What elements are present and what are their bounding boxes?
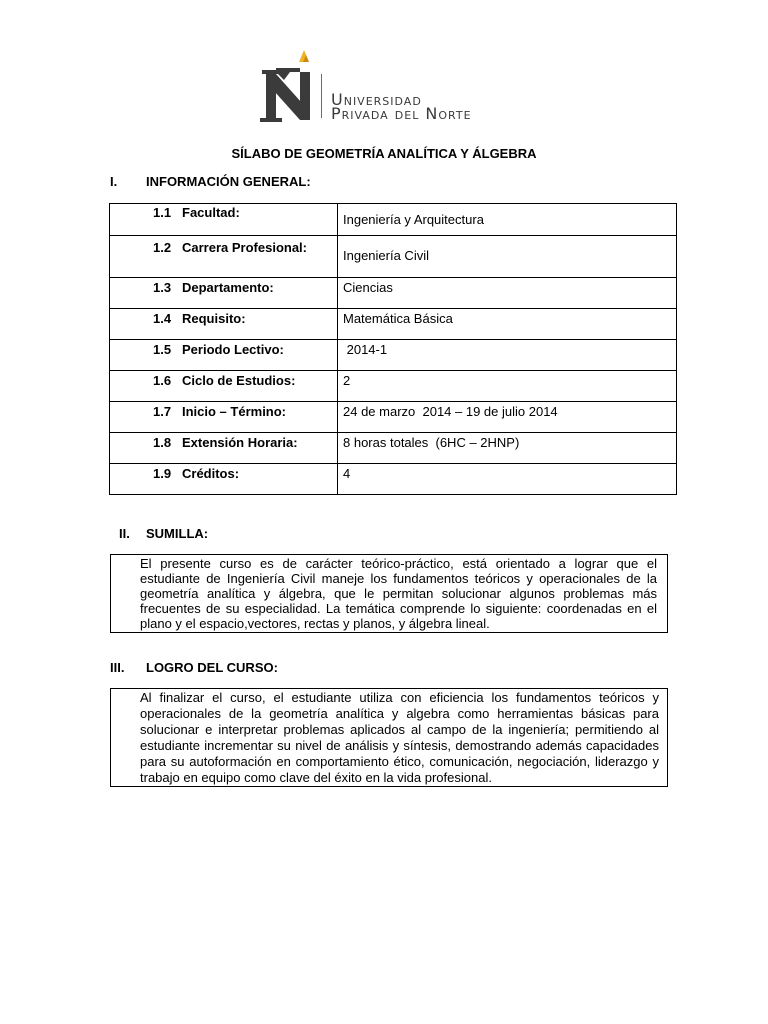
info-row-number: 1.1	[153, 205, 172, 220]
sumilla-text: El presente curso es de carácter teórico-práctico, está orientado a lograr que el estudiante de Ingeniería Civil maneje los fundamentos teóricos y operacionales de la geometría analítica y álgebra, que le permitan solucionar algunos problemas más frecuentes de su especialidad. La temática comprende lo siguiente: coordenadas en el plano y el espacio,vectores, rectas y planos, y álgebra lineal.	[140, 556, 657, 631]
section-3-heading	[110, 660, 278, 675]
info-row	[110, 204, 677, 236]
section-2-number: II.	[119, 526, 130, 541]
info-row	[110, 464, 677, 495]
info-row-label-cell	[110, 340, 338, 371]
section-1-title: INFORMACIÓN GENERAL:	[146, 174, 311, 189]
info-row-value: Matemática Básica	[338, 309, 677, 340]
logro-text: Al finalizar el curso, el estudiante utiliza con eficiencia los fundamentos teóricos y operacionales de la geometría analítica y algebra como herramientas básicas para solucionar e interpretar problemas aplicados al campo de la ingeniería; permitiendo al estudiante incrementar su nivel de análisis y síntesis, demostrando además capacidades para su autoformación en comportamiento ético, comunicación, negociación, liderazgo y trabajo en equipo como clave del éxito en la vida profesional.	[140, 690, 659, 785]
info-row	[110, 236, 677, 278]
info-row	[110, 278, 677, 309]
info-row-value: 2014-1	[338, 340, 677, 371]
info-row-value: Ciencias	[338, 278, 677, 309]
info-row-label-cell	[110, 402, 338, 433]
info-row-value: Ingeniería y Arquitectura	[338, 204, 677, 236]
logro-box	[110, 688, 668, 787]
info-row-number: 1.2	[153, 240, 172, 255]
info-row	[110, 309, 677, 340]
info-row-label: Facultad:	[182, 205, 240, 220]
section-1-number: I.	[110, 174, 118, 189]
info-row-number: 1.8	[153, 435, 172, 450]
info-row-label-cell	[110, 204, 338, 236]
general-info-table	[109, 203, 677, 495]
info-row-value: 8 horas totales (6HC – 2HNP)	[338, 433, 677, 464]
info-row-value: 24 de marzo 2014 – 19 de julio 2014	[338, 402, 677, 433]
info-row-label-cell	[110, 309, 338, 340]
info-row-label-cell	[110, 236, 338, 278]
info-row	[110, 371, 677, 402]
info-row-value: 4	[338, 464, 677, 495]
document-title: SÍLABO DE GEOMETRÍA ANALÍTICA Y ÁLGEBRA	[231, 146, 537, 161]
logo-line-2: Privada del Norte	[331, 104, 472, 123]
section-1-heading	[110, 174, 311, 189]
university-n-logo-icon	[256, 46, 320, 126]
info-row-number: 1.9	[153, 466, 172, 481]
logo-divider	[321, 74, 322, 118]
section-3-title: LOGRO DEL CURSO:	[146, 660, 278, 675]
info-row-number: 1.5	[153, 342, 172, 357]
info-row-value: Ingeniería Civil	[338, 236, 677, 278]
info-row-value: 2	[338, 371, 677, 402]
info-row	[110, 340, 677, 371]
info-row-label: Periodo Lectivo:	[182, 342, 284, 357]
info-row-label-cell	[110, 371, 338, 402]
sumilla-box	[110, 554, 668, 633]
logo-wordmark	[331, 90, 472, 123]
info-row-label: Créditos:	[182, 466, 240, 481]
section-3-number: III.	[110, 660, 125, 675]
info-row-label: Requisito:	[182, 311, 246, 326]
info-row-number: 1.7	[153, 404, 172, 419]
logo-line-1: Universidad	[331, 90, 422, 109]
university-logo	[256, 46, 514, 126]
info-row	[110, 433, 677, 464]
info-row-label: Carrera Profesional:	[182, 240, 307, 255]
section-2-title: SUMILLA:	[146, 526, 209, 541]
section-2-heading	[119, 526, 209, 541]
info-row-label-cell	[110, 464, 338, 495]
info-row-number: 1.4	[153, 311, 172, 326]
info-row-label-cell	[110, 433, 338, 464]
info-row-number: 1.6	[153, 373, 172, 388]
info-row	[110, 402, 677, 433]
info-row-label: Ciclo de Estudios:	[182, 373, 296, 388]
info-row-label: Inicio – Término:	[182, 404, 287, 419]
info-row-label: Extensión Horaria:	[182, 435, 298, 450]
info-row-label: Departamento:	[182, 280, 274, 295]
info-row-number: 1.3	[153, 280, 172, 295]
info-row-label-cell	[110, 278, 338, 309]
